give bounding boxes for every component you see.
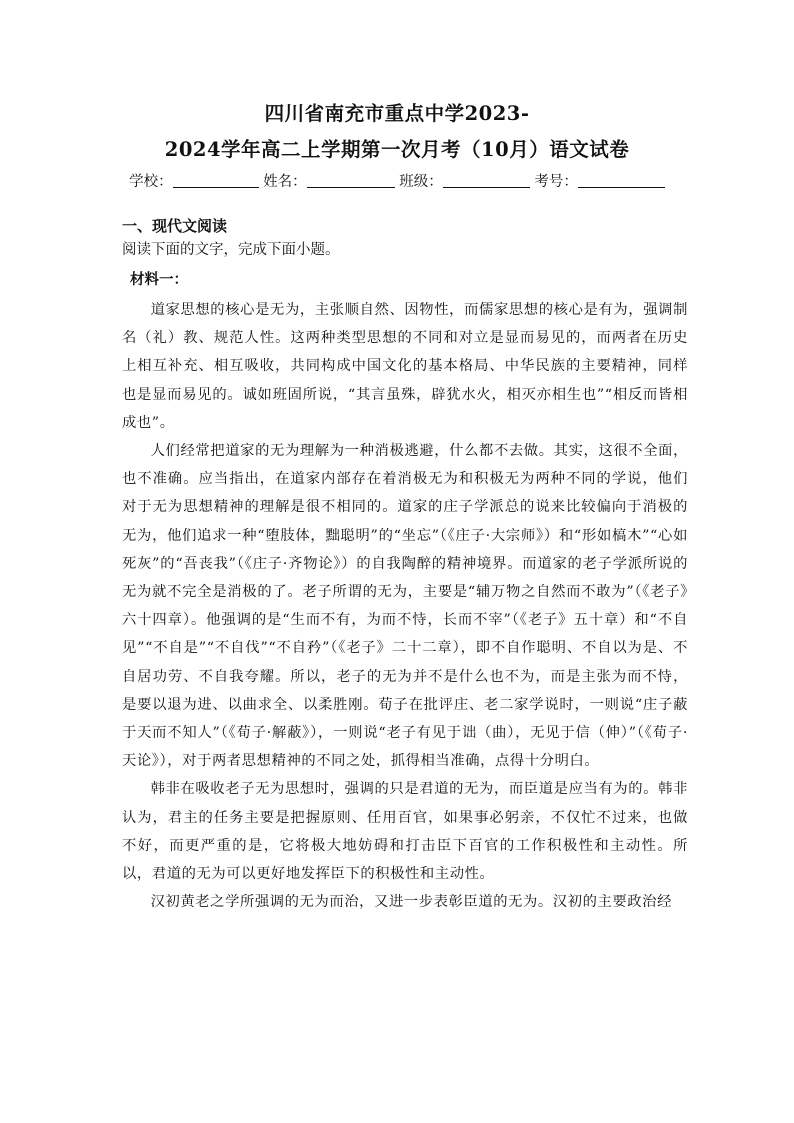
class-label: 班级： [399,174,443,190]
class-blank[interactable] [443,173,530,188]
passage-paragraph-2: 人们经常把道家的无为理解为一种消极逃避，什么都不去做。其实，这很不全面，也不准确。应当指出，在道家内部存在着消极无为和积极无为两种不同的学说，他们对于无为思想精神的理解是很不相同的。道家的庄子学派总的说来比较偏向于消极的无为，他们追求一种“堕肢体，黜聪明”的“坐忘”（《庄子·大宗师》）和“形如槁木”“心如死灰”的“吾丧我”（《庄子·齐物论》）的自我陶醉的精神境界。而道家的老子学派所说的无为就不完全是消极的了。老子所谓的无为，主要是“辅万物之自然而不敢为”（《老子》六十四章）。他强调的是“生而不有，为而不恃，长而不宰”（《老子》五十章）和“不自见”“不自是”“不自伐”“不自矜”（《老子》二十二章），即不自作聪明、不自以为是、不自居功劳、不自我夸耀。所以，老子的无为并不是什么也不为，而是主张为而不恃，是要以退为进、以曲求全、以柔胜刚。荀子在批评庄、老二家学说时，一则说“庄子蔽于天而不知人”（《荀子·解蔽》），一则说“老子有见于诎（曲），无见于信（伸）”（《荀子·天论》），对于两者思想精神的不同之处，抓得相当准确，点得十分明白。 [122,443,688,770]
name-label: 姓名： [263,174,307,190]
student-info-row [0,170,794,191]
school-label: 学校： [129,174,173,190]
section-heading: 一、现代文阅读 [122,217,228,235]
exam-title-line-1: 四川省南充市重点中学2023- [264,102,530,125]
passage-paragraph-3: 韩非在吸收老子无为思想时，强调的只是君道的无为，而臣道是应当有为的。韩非认为，君主的任务主要是把握原则、任用百官，如果事必躬亲，不仅忙不过来，也做不好，而更严重的是，它将极大地妨碍和打击臣下百官的工作积极性和主动性。所以，君道的无为可以更好地发挥臣下的积极性和主动性。 [122,781,688,883]
exam-title-line-2: 2024学年高二上学期第一次月考（10月）语文试卷 [164,138,630,161]
material-label: 材料一： [130,271,188,288]
exam-number-blank[interactable] [578,173,665,188]
passage-paragraph-1: 道家思想的核心是无为，主张顺自然、因物性，而儒家思想的核心是有为，强调制名（礼）教、规范人性。这两种类型思想的不同和对立是显而易见的，而两者在历史上相互补充、相互吸收，共同构成中国文化的基本格局、中华民族的主要精神，同样也是显而易见的。诚如班固所说，“其言虽殊，辟犹水火，相灭亦相生也”“相反而皆相成也”。 [122,302,688,431]
section-instruction: 阅读下面的文字，完成下面小题。 [122,242,340,258]
exam-number-label: 考号： [534,174,578,190]
passage-paragraph-4: 汉初黄老之学所强调的无为而治，又进一步表彰臣道的无为。汉初的主要政治经 [150,894,672,911]
name-blank[interactable] [307,173,395,188]
reading-passage [122,296,688,916]
school-blank[interactable] [173,173,259,188]
